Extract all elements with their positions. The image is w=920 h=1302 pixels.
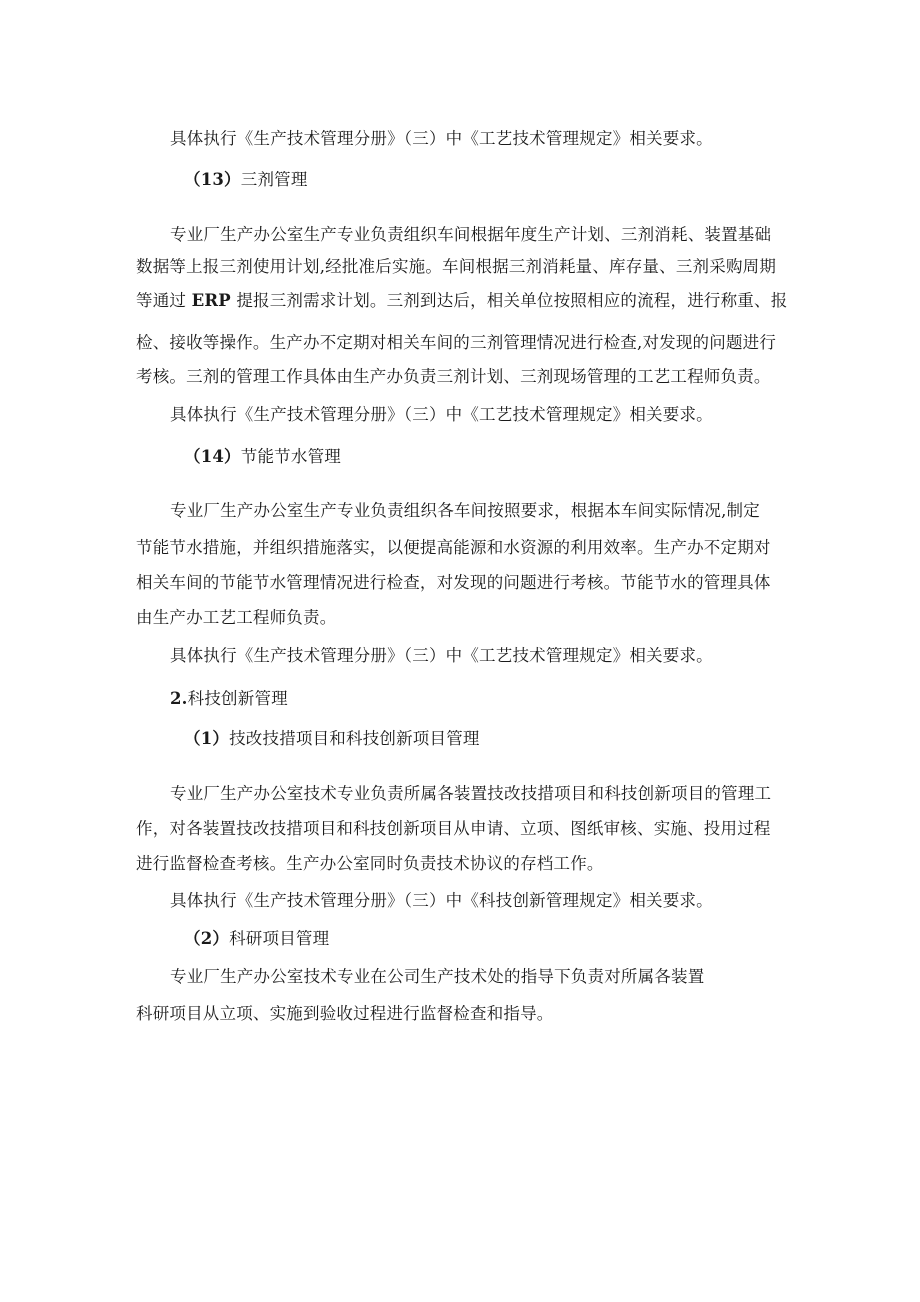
requirement-line: 具体执行《生产技术管理分册》（三）中《工艺技术管理规定》相关要求。 (170, 405, 713, 424)
section-number: 2. (170, 689, 188, 708)
heading-14 (184, 446, 341, 468)
section-title: 科技创新管理 (187, 689, 288, 708)
paragraph-line: 相关车间的节能节水管理情况进行检查，对发现的问题进行考核。节能节水的管理具体 (136, 573, 771, 592)
subheading-title: 科研项目管理 (229, 929, 330, 948)
requirement-line: 具体执行《生产技术管理分册》（三）中《工艺技术管理规定》相关要求。 (170, 646, 713, 665)
paragraph-line: 专业厂生产办公室技术专业负责所属各装置技改技措项目和科技创新项目的管理工 (170, 784, 772, 803)
heading-title: 三剂管理 (240, 170, 308, 189)
requirement-line: 具体执行《生产技术管理分册》（三）中《科技创新管理规定》相关要求。 (170, 891, 713, 910)
requirement-line: 具体执行《生产技术管理分册》（三）中《工艺技术管理规定》相关要求。 (170, 129, 713, 148)
paragraph-line: 节能节水措施，并组织措施落实，以便提高能源和水资源的利用效率。生产办不定期对 (136, 538, 771, 557)
subheading-title: 技改技措项目和科技创新项目管理 (229, 729, 480, 748)
heading-title: 节能节水管理 (240, 447, 341, 466)
text-run: 提报三剂需求计划。三剂到达后，相关单位按照相应的流程，进行称重、报 (236, 291, 788, 310)
paragraph-line: 作，对各装置技改技措项目和科技创新项目从申请、立项、图纸审核、实施、投用过程 (136, 819, 771, 838)
subheading-2 (184, 928, 329, 950)
section-heading (170, 688, 288, 710)
paragraph-line: 专业厂生产办公室生产专业负责组织车间根据年度生产计划、三剂消耗、装置基础 (170, 225, 772, 244)
paragraph-line: 专业厂生产办公室技术专业在公司生产技术处的指导下负责对所属各装置 (170, 967, 705, 986)
subheading-number: （1） (184, 729, 230, 748)
subheading-number: （2） (184, 929, 230, 948)
paragraph-line: 检、接收等操作。生产办不定期对相关车间的三剂管理情况进行检查,对发现的问题进行 (136, 333, 777, 352)
paragraph-line: 专业厂生产办公室生产专业负责组织各车间按照要求，根据本车间实际情况,制定 (170, 501, 760, 520)
heading-13 (184, 169, 308, 191)
heading-number: （14） (184, 447, 241, 466)
subheading-1 (184, 728, 480, 750)
text-run: 等通过 (136, 291, 187, 310)
paragraph-line: 科研项目从立项、实施到验收过程进行监督检查和指导。 (136, 1004, 554, 1023)
paragraph-line (136, 290, 787, 312)
paragraph-line: 由生产办工艺工程师负责。 (136, 608, 337, 627)
paragraph-line: 进行监督检查考核。生产办公室同时负责技术协议的存档工作。 (136, 854, 604, 873)
paragraph-line: 考核。三剂的管理工作具体由生产办负责三剂计划、三剂现场管理的工艺工程师负责。 (136, 367, 771, 386)
paragraph-line: 数据等上报三剂使用计划,经批准后实施。车间根据三剂消耗量、库存量、三剂采购周期 (136, 257, 777, 276)
text-run-erp: ERP (191, 291, 231, 310)
heading-number: （13） (184, 170, 241, 189)
